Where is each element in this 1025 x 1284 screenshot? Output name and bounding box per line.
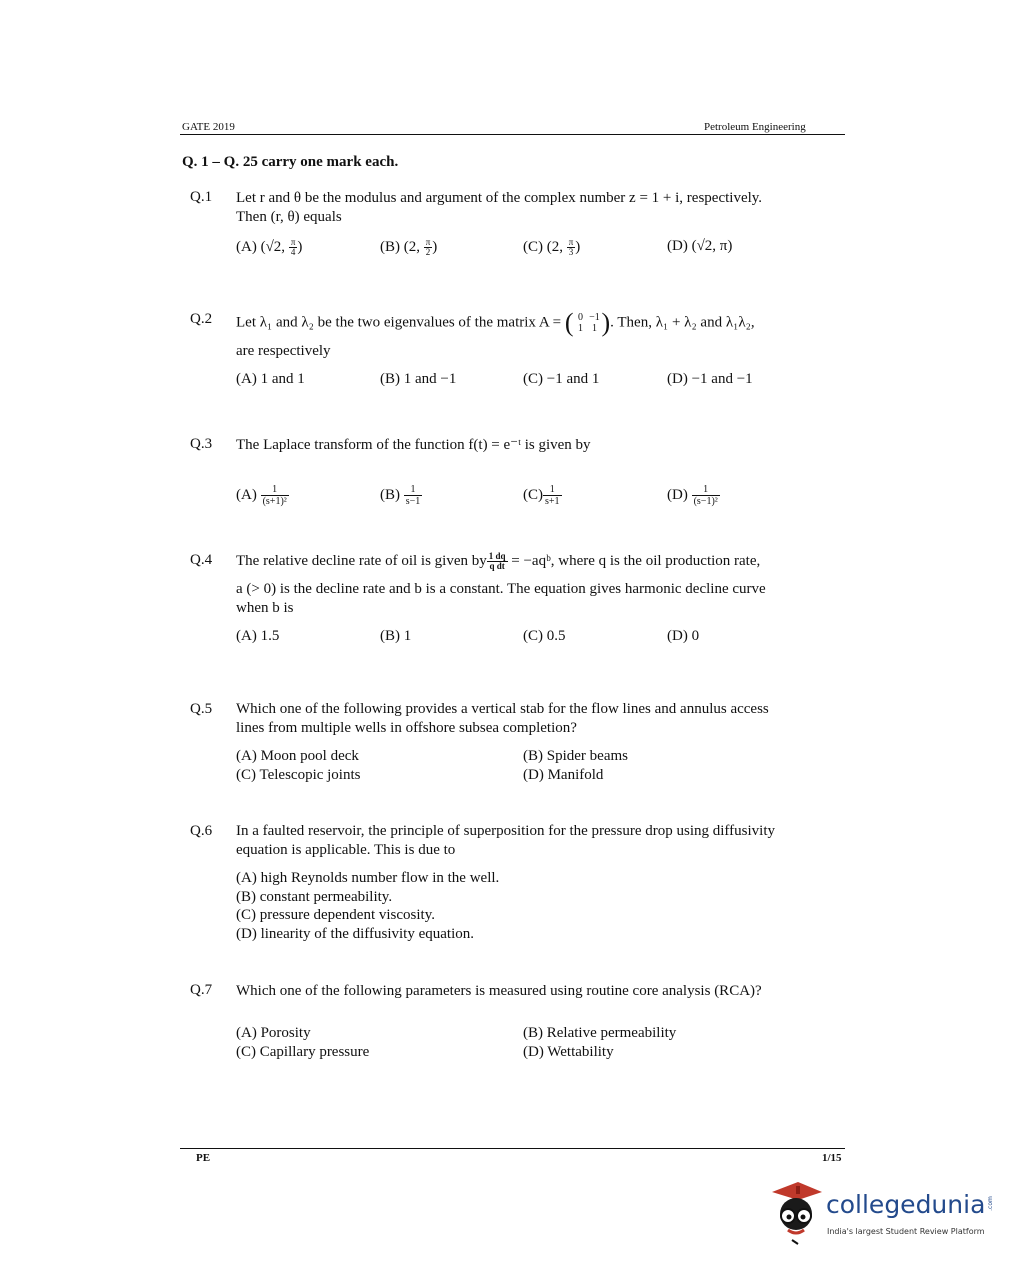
question-number: Q.2 <box>190 311 213 327</box>
question-number: Q.7 <box>190 982 213 998</box>
option-a: (A) high Reynolds number flow in the well. <box>236 870 500 886</box>
question-number: Q.1 <box>190 189 213 205</box>
collegedunia-logo <box>766 1176 1006 1246</box>
page-number: 1/15 <box>822 1152 842 1164</box>
question-number: Q.4 <box>190 552 213 568</box>
option-a: (A) 1 and 1 <box>236 371 305 387</box>
section-heading: Q. 1 – Q. 25 carry one mark each. <box>182 154 399 170</box>
option-b: (B) constant permeability. <box>236 889 393 905</box>
question-text: Let r and θ be the modulus and argument of the complex number z = 1 + i, respectively. <box>236 190 763 206</box>
logo-wordmark: collegedunia <box>826 1190 986 1219</box>
option-a: (A) Moon pool deck <box>236 748 359 764</box>
option-d: (D) 0 <box>667 628 700 644</box>
option-c: (C) $\frac{1}{s+1}$ <box>523 484 560 507</box>
option-b: (B) $\frac{1}{s-1}$ <box>380 484 421 507</box>
question-text: Which one of the following parameters is measured using routine core analysis (RCA)? <box>236 983 762 999</box>
question-text: when b is <box>236 600 294 616</box>
option-a: (A) 1.5 <box>236 628 280 644</box>
question-text: In a faulted reservoir, the principle of superposition for the pressure drop using diffusivity <box>236 823 775 839</box>
question-text: Let λ₁ and λ₂ be the two eigenvalues of the matrix A = ( 0 −1 1 1 ). Then, λ₁ + λ₂ and λ₁λ₂, <box>236 308 755 337</box>
question-text: lines from multiple wells in offshore subsea completion? <box>236 720 577 736</box>
option-c: (C) Capillary pressure <box>236 1044 370 1060</box>
option-d: (D) −1 and −1 <box>667 371 753 387</box>
option-b: (B) 1 and −1 <box>380 371 457 387</box>
option-c: (C) pressure dependent viscosity. <box>236 907 435 923</box>
option-a: (A) (√2, $\frac{\pi}{4}$ ) <box>236 237 303 257</box>
logo-suffix: .com <box>986 1196 994 1211</box>
option-a: (A) $\frac{1}{\text{(s+1)²}}$ <box>236 484 287 507</box>
matrix: 0 −1 1 1 <box>577 312 600 334</box>
option-c: (C) −1 and 1 <box>523 371 600 387</box>
question-text: are respectively <box>236 343 331 359</box>
footer-rule <box>180 1148 845 1149</box>
question-number: Q.3 <box>190 436 213 452</box>
logo-tagline: India's largest Student Review Platform <box>827 1227 985 1236</box>
option-b: (B) Spider beams <box>523 748 628 764</box>
option-b: (B) Relative permeability <box>523 1025 677 1041</box>
option-c: (C) Telescopic joints <box>236 767 361 783</box>
option-c: (C) 0.5 <box>523 628 566 644</box>
question-text: The relative decline rate of oil is given by $\frac{1 dq}{\text{q dt}}$ = −aqᵇ, where q is the oil production rate, <box>236 551 761 572</box>
option-d: (D) (√2, π) <box>667 238 733 254</box>
question-text: The Laplace transform of the function f(t) = e⁻ᵗ is given by <box>236 437 591 453</box>
option-b: (B) (2, $\frac{\pi}{2}$ ) <box>380 237 438 257</box>
option-d: (D) Manifold <box>523 767 604 783</box>
question-number: Q.6 <box>190 823 213 839</box>
option-d: (D) linearity of the diffusivity equation. <box>236 926 475 942</box>
graduate-mascot-icon <box>766 1178 824 1246</box>
header-rule <box>180 134 845 135</box>
header-subject: Petroleum Engineering <box>704 121 806 133</box>
question-text: Which one of the following provides a vertical stab for the flow lines and annulus access <box>236 701 769 717</box>
question-text: a (> 0) is the decline rate and b is a constant. The equation gives harmonic decline curve <box>236 581 766 597</box>
option-d: (D) Wettability <box>523 1044 614 1060</box>
option-b: (B) 1 <box>380 628 412 644</box>
option-a: (A) Porosity <box>236 1025 311 1041</box>
question-number: Q.5 <box>190 701 213 717</box>
question-text: Then (r, θ) equals <box>236 209 342 225</box>
footer-paper-code: PE <box>196 1152 211 1164</box>
option-d: (D) $\frac{1}{\text{(s−1)²}}$ <box>667 484 718 507</box>
header-exam-title: GATE 2019 <box>182 121 235 133</box>
option-c: (C) (2, $\frac{\pi}{3}$ ) <box>523 237 581 257</box>
question-text: equation is applicable. This is due to <box>236 842 456 858</box>
